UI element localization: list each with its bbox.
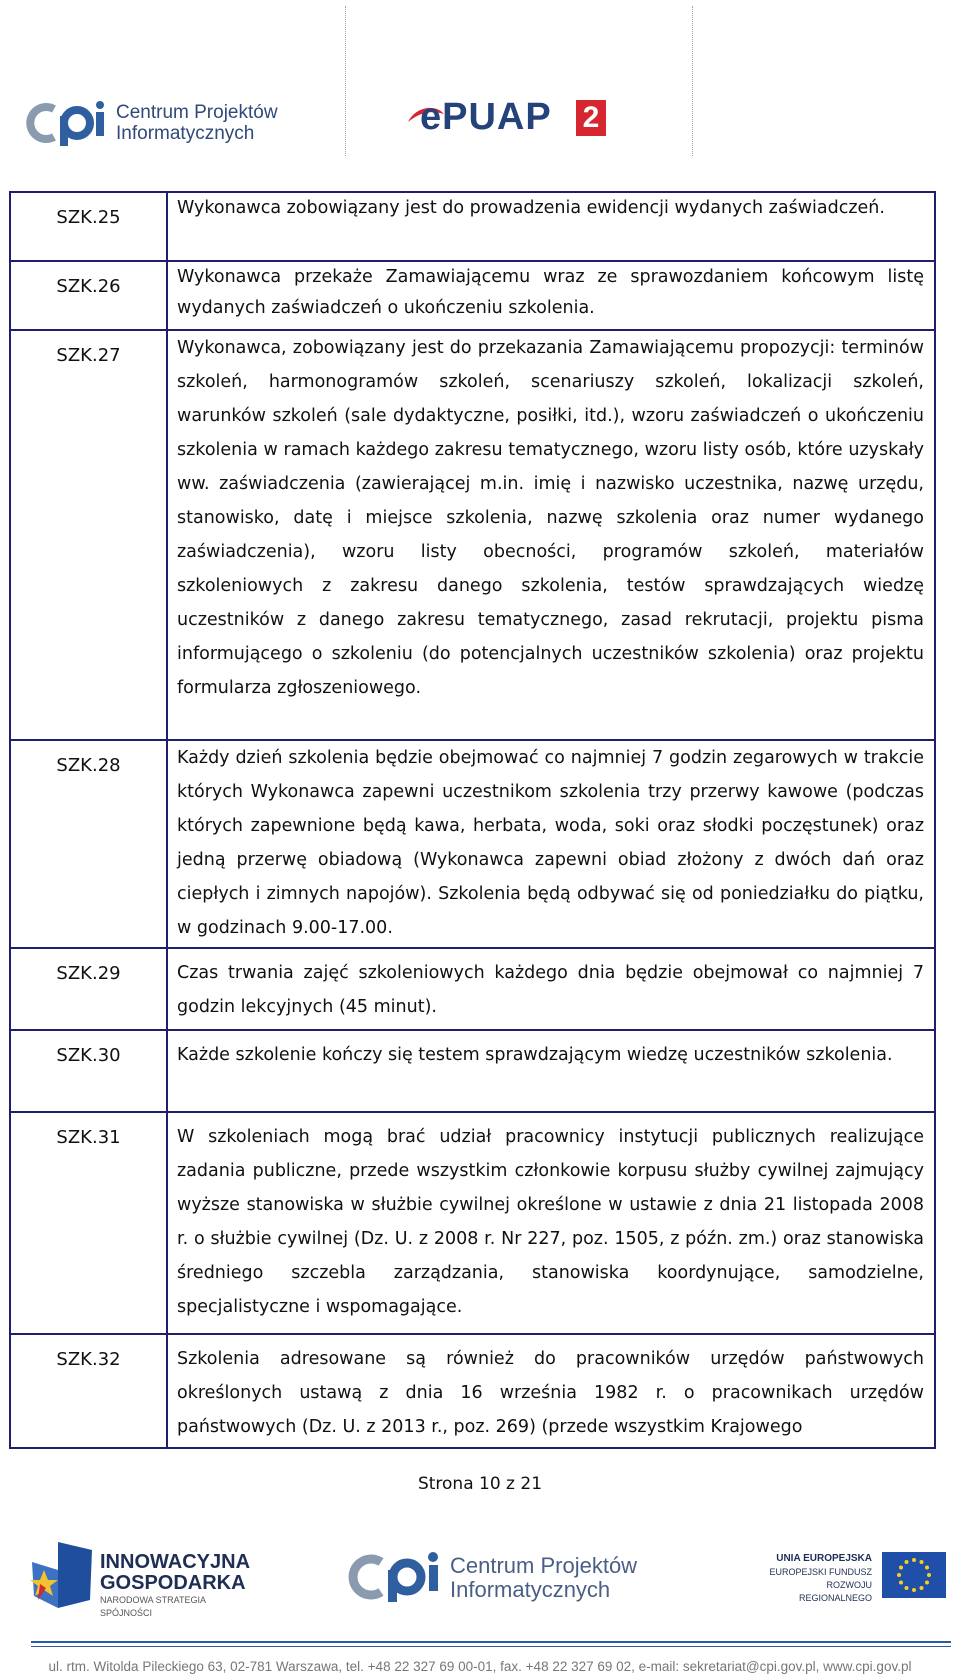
- eu-line2: EUROPEJSKI FUNDUSZ: [769, 1567, 872, 1577]
- cpi-logo-line1: Centrum Projektów: [116, 102, 278, 123]
- eu-logo: [752, 1552, 952, 1608]
- footer-address: ul. rtm. Witolda Pileckiego 63, 02-781 Warszawa, tel. +48 22 327 69 00-01, fax. +48 22 327 69 02, e-mail: sekretariat@cpi.gov.pl, www.cpi.gov.pl: [48, 1659, 912, 1674]
- footer-cpi-line1: Centrum Projektów: [450, 1553, 638, 1578]
- eu-flag-icon: [882, 1552, 946, 1598]
- page-number: Strona 10 z 21: [417, 1474, 543, 1494]
- eu-line1: UNIA EUROPEJSKA: [776, 1553, 872, 1564]
- footer-divider-thin: [31, 1646, 951, 1647]
- footer-divider: [31, 1641, 951, 1643]
- requirement-code: SZK.29: [10, 948, 167, 1030]
- table-row: [10, 740, 935, 948]
- requirement-text: Każdy dzień szkolenia będzie obejmować co najmniej 7 godzin zegarowych w trakcie których Wykonawca zapewni uczestnikom szkolenia trzy przerwy kawowe (podczas których zapewnione będą kawa, herbata, woda, soki oraz słodki poczęstunek) oraz jedną przerwę obiadową (Wykonawca zapewni obiad złożony z dwóch dań oraz ciepłych i zimnych napojów). Szkolenia będą odbywać się od poniedziałku do piątku, w godzinach 9.00-17.00.: [167, 740, 935, 948]
- requirement-text: Czas trwania zajęć szkoleniowych każdego dnia będzie obejmował co najmniej 7 godzin lekcyjnych (45 minut).: [167, 948, 935, 1030]
- cpi-logo-line2: Informatycznych: [116, 123, 255, 144]
- table-row: [10, 1334, 935, 1448]
- header-divider-left: [345, 6, 346, 156]
- ig-line2: GOSPODARKA: [100, 1572, 246, 1594]
- innowacyjna-gospodarka-logo: [28, 1540, 251, 1618]
- epuap-logo-badge: 2: [576, 100, 606, 136]
- requirement-text: Wykonawca zobowiązany jest do prowadzenia ewidencji wydanych zaświadczeń.: [167, 192, 935, 261]
- requirement-code: SZK.25: [10, 192, 167, 261]
- header-divider-right: [692, 6, 693, 156]
- epuap-logo: [406, 96, 626, 140]
- cpi-logo: [24, 100, 294, 146]
- requirement-text: W szkoleniach mogą brać udział pracownicy instytucji publicznych realizujące zadania publiczne, przede wszystkim członkowie korpusu służby cywilnej zajmujący wyższe stanowiska w służbie cywilnej określone w ustawie z dnia 21 listopada 2008 r. o służbie cywilnej (Dz. U. z 2008 r. Nr 227, poz. 1505, z późn. zm.) oraz stanowiska średniego szczebla zarządzania, stanowiska koordynujące, samodzielne, specjalistyczne i wspomagające.: [167, 1112, 935, 1334]
- table-row: [10, 1030, 935, 1112]
- requirement-code: SZK.32: [10, 1334, 167, 1448]
- table-row: [10, 330, 935, 740]
- epuap-logo-text: ePUAP: [420, 96, 552, 138]
- footer-cpi-logo: [348, 1552, 658, 1602]
- requirements-table: [9, 191, 936, 1449]
- requirement-text: Szkolenia adresowane są również do pracowników urzędów państwowych określonych ustawą z dnia 16 września 1982 r. o pracownikach urzędów państwowych (Dz. U. z 2013 r., poz. 269) (przede wszystkim Krajowego: [167, 1334, 935, 1448]
- table-row: [10, 261, 935, 330]
- requirement-code: SZK.30: [10, 1030, 167, 1112]
- requirement-code: SZK.28: [10, 740, 167, 948]
- requirement-code: SZK.26: [10, 261, 167, 330]
- requirement-text: Każde szkolenie kończy się testem sprawdzającym wiedzę uczestników szkolenia.: [167, 1030, 935, 1112]
- table-row: [10, 1112, 935, 1334]
- footer-cpi-line2: Informatycznych: [450, 1577, 611, 1602]
- innovation-star-icon: [28, 1540, 94, 1610]
- requirement-code: SZK.31: [10, 1112, 167, 1334]
- table-row: [10, 948, 935, 1030]
- ig-line1: INNOWACYJNA: [100, 1551, 251, 1573]
- table-row: [10, 192, 935, 261]
- requirement-text: Wykonawca przekaże Zamawiającemu wraz ze sprawozdaniem końcowym listę wydanych zaświadczeń o ukończeniu szkolenia.: [167, 261, 935, 330]
- eu-line3: ROZWOJU REGIONALNEGO: [798, 1580, 872, 1603]
- requirement-text: Wykonawca, zobowiązany jest do przekazania Zamawiającemu propozycji: terminów szkoleń, harmonogramów szkoleń, scenariuszy szkoleń, lokalizacji szkoleń, warunków szkoleń (sale dydaktyczne, posiłki, itd.), wzoru zaświadczeń o ukończeniu szkolenia w ramach każdego zakresu tematycznego, wzoru listy osób, które uzyskały ww. zaświadczenia (zawierającej m.in. imię i nazwisko uczestnika, nazwę urzędu, stanowisko, datę i miejsce szkolenia, nazwę szkolenia oraz numer wydanego zaświadczenia), wzoru listy obecności, programów szkoleń, materiałów szkoleniowych z zakresu danego szkolenia, testów sprawdzających wiedzę uczestników z danego zakresu tematycznego, zasad rekrutacji, projektu pisma informującego o szkoleniu (do potencjalnych uczestników szkolenia) oraz projektu formularza zgłoszeniowego.: [167, 330, 935, 740]
- ig-line3: NARODOWA STRATEGIA SPÓJNOŚCI: [100, 1595, 206, 1618]
- requirement-code: SZK.27: [10, 330, 167, 740]
